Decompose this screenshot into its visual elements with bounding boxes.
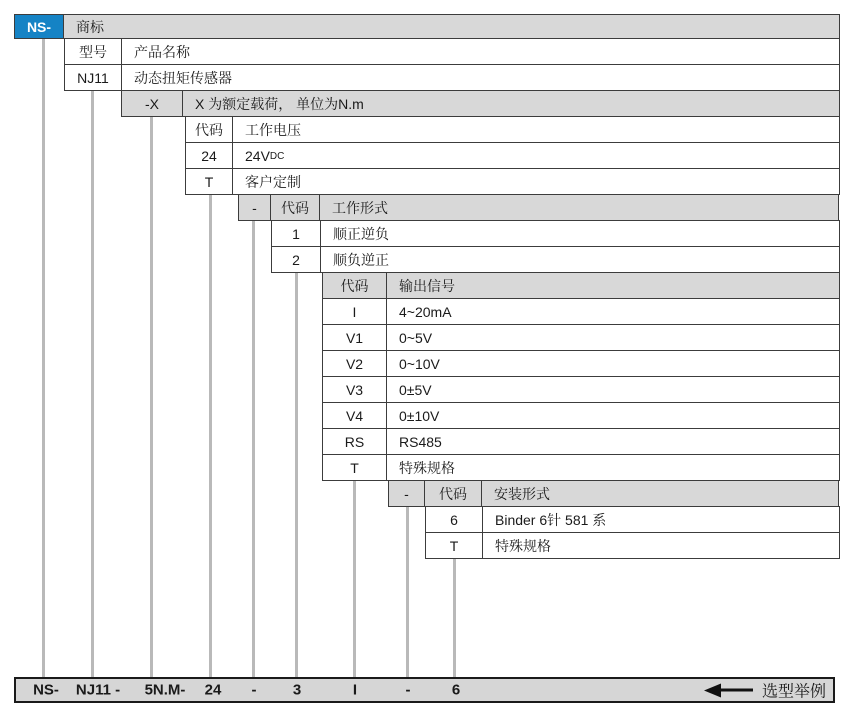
mount-header: 安装形式 xyxy=(481,480,839,507)
mount-dash: - xyxy=(388,480,425,507)
connector-brand xyxy=(42,39,45,679)
output-row-v4 xyxy=(322,402,840,429)
output-row-v2 xyxy=(322,350,840,377)
example-segment-mode: 3 xyxy=(292,681,302,699)
example-segment-dash1: - xyxy=(251,681,257,699)
mount-row-6 xyxy=(425,506,840,533)
mount-header-code: 代码 xyxy=(424,480,482,507)
voltage-desc-sub: DC xyxy=(269,151,285,162)
mode-header: 工作形式 xyxy=(319,194,839,221)
mount-desc-6: Binder 6针 581 系 xyxy=(482,506,840,533)
selection-example-bar xyxy=(14,677,835,703)
connector-mode-dash xyxy=(252,220,255,679)
model-code: NJ11 xyxy=(64,64,122,91)
model-header-name: 产品名称 xyxy=(121,38,840,65)
example-pointer xyxy=(704,679,826,702)
voltage-desc-main: 24V xyxy=(245,147,270,164)
voltage-code-t: T xyxy=(185,168,233,195)
mount-code-6: 6 xyxy=(425,506,483,533)
output-desc: RS485 xyxy=(386,428,840,455)
output-row-t xyxy=(322,454,840,481)
connector-model xyxy=(91,90,94,679)
output-row-i xyxy=(322,298,840,325)
load-row xyxy=(121,90,840,117)
output-desc: 4~20mA xyxy=(386,298,840,325)
mount-header-row xyxy=(388,480,839,507)
output-code: V4 xyxy=(322,402,387,429)
connector-voltage xyxy=(209,194,212,679)
example-label: 选型举例 xyxy=(761,683,826,701)
mode-dash: - xyxy=(238,194,271,221)
output-code: RS xyxy=(322,428,387,455)
example-segment-mount: 6 xyxy=(451,681,461,699)
model-header-code: 型号 xyxy=(64,38,122,65)
output-code: T xyxy=(322,454,387,481)
output-code: V1 xyxy=(322,324,387,351)
output-header-row xyxy=(322,272,840,299)
output-header-code: 代码 xyxy=(322,272,387,299)
output-header: 输出信号 xyxy=(386,272,840,299)
voltage-desc-t: 客户定制 xyxy=(232,168,840,195)
example-segment-brand: NS- xyxy=(33,681,59,699)
mount-row-t xyxy=(425,532,840,559)
output-row-v1 xyxy=(322,324,840,351)
mount-desc-t: 特殊规格 xyxy=(482,532,840,559)
model-header-row xyxy=(64,38,840,65)
output-desc: 0±10V xyxy=(386,402,840,429)
connector-mount-dash xyxy=(406,506,409,679)
example-segment-output: I xyxy=(352,681,358,699)
mode-desc-2: 顺负逆正 xyxy=(320,246,840,273)
mode-desc-1: 顺正逆负 xyxy=(320,220,840,247)
example-segment-load: 5N.M- xyxy=(144,681,186,699)
model-name: 动态扭矩传感器 xyxy=(121,64,840,91)
mount-code-t: T xyxy=(425,532,483,559)
example-segment-model: NJ11 - xyxy=(75,681,121,699)
load-desc: X 为额定载荷， 单位为N.m xyxy=(182,90,840,117)
brand-label: 商标 xyxy=(63,14,840,39)
connector-output-code xyxy=(353,480,356,679)
mode-header-row xyxy=(238,194,839,221)
connector-mount-code xyxy=(453,558,456,679)
output-row-v3 xyxy=(322,376,840,403)
output-desc: 0~10V xyxy=(386,350,840,377)
example-segment-dash2: - xyxy=(405,681,411,699)
left-arrow-icon xyxy=(704,683,721,697)
output-code: V2 xyxy=(322,350,387,377)
load-code: -X xyxy=(121,90,183,117)
output-desc: 特殊规格 xyxy=(386,454,840,481)
output-code: V3 xyxy=(322,376,387,403)
arrow-line xyxy=(721,689,753,692)
output-row-rs xyxy=(322,428,840,455)
mode-code-2: 2 xyxy=(271,246,321,273)
connector-load xyxy=(150,116,153,679)
output-desc: 0~5V xyxy=(386,324,840,351)
output-code: I xyxy=(322,298,387,325)
voltage-desc-24 xyxy=(232,142,840,169)
voltage-row-custom xyxy=(185,168,840,195)
voltage-row-24 xyxy=(185,142,840,169)
voltage-header-code: 代码 xyxy=(185,116,233,143)
mode-row-2 xyxy=(271,246,840,273)
mode-row-1 xyxy=(271,220,840,247)
model-row xyxy=(64,64,840,91)
mode-code-1: 1 xyxy=(271,220,321,247)
voltage-header: 工作电压 xyxy=(232,116,840,143)
connector-mode-code xyxy=(295,272,298,679)
brand-code: NS- xyxy=(14,14,64,39)
example-segment-voltage: 24 xyxy=(204,681,222,699)
mode-header-code: 代码 xyxy=(270,194,320,221)
output-desc: 0±5V xyxy=(386,376,840,403)
voltage-code-24: 24 xyxy=(185,142,233,169)
brand-row xyxy=(14,14,840,39)
voltage-header-row xyxy=(185,116,840,143)
